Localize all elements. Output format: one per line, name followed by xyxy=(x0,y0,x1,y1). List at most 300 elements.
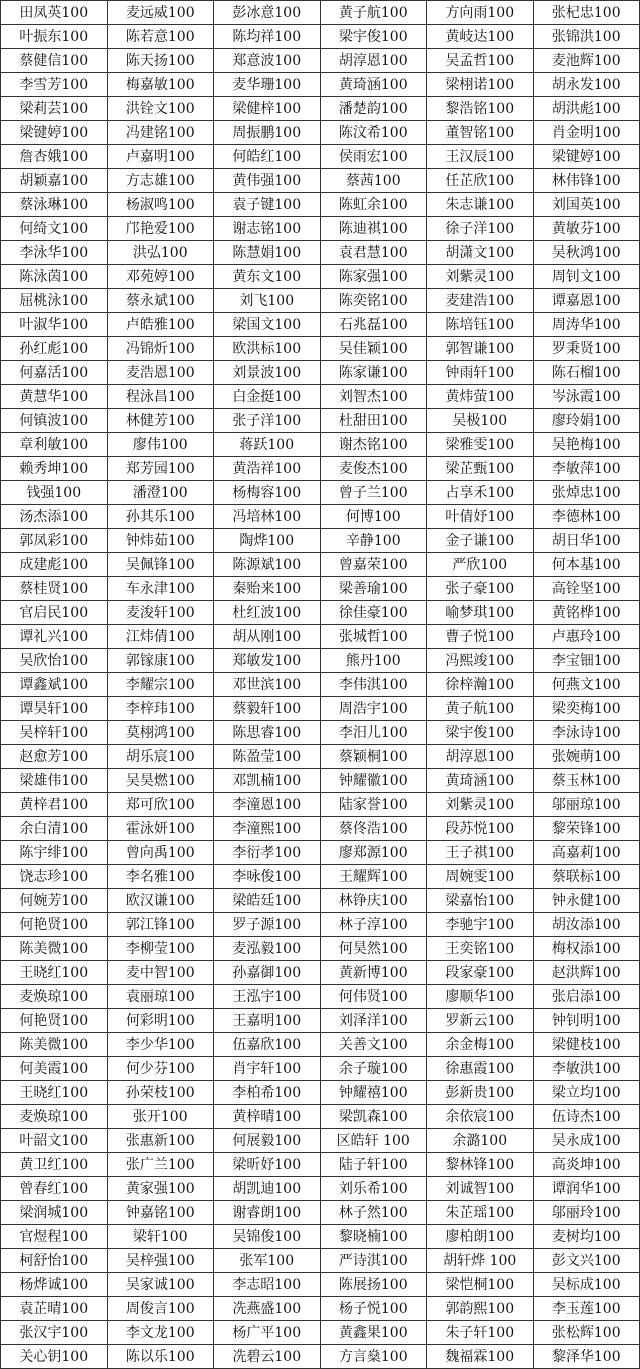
table-cell: 胡永发100 xyxy=(533,73,640,97)
table-cell: 黎林锋100 xyxy=(427,1153,534,1177)
table-cell: 梁莉芸100 xyxy=(1,97,108,121)
table-cell: 徐惠霞100 xyxy=(427,1057,534,1081)
table-row xyxy=(1,505,640,529)
table-cell: 钟钊明100 xyxy=(533,1009,640,1033)
table-cell: 周钊文100 xyxy=(533,265,640,289)
table-cell: 陈均祥100 xyxy=(214,25,321,49)
table-cell: 熊丹100 xyxy=(320,649,427,673)
table-cell: 黄鑫果100 xyxy=(320,1321,427,1345)
table-cell: 王汉辰100 xyxy=(427,145,534,169)
table-row xyxy=(1,361,640,385)
table-cell: 李文龙100 xyxy=(107,1321,214,1345)
table-cell: 冼燕盛100 xyxy=(214,1297,321,1321)
table-cell: 吴标成100 xyxy=(533,1273,640,1297)
table-cell: 陈美微100 xyxy=(1,1033,108,1057)
table-cell: 胡乐宸100 xyxy=(107,745,214,769)
table-cell: 张锦洪100 xyxy=(533,25,640,49)
table-cell: 孙红彪100 xyxy=(1,337,108,361)
table-cell: 钟炜茹100 xyxy=(107,529,214,553)
table-cell: 李雪芳100 xyxy=(1,73,108,97)
table-cell: 黄梓晴100 xyxy=(214,1105,321,1129)
table-cell: 黎泽华100 xyxy=(533,1345,640,1369)
table-cell: 任芷欣100 xyxy=(427,169,534,193)
table-row xyxy=(1,433,640,457)
table-row xyxy=(1,745,640,769)
table-cell: 麦浚轩100 xyxy=(107,601,214,625)
table-cell: 陈展扬100 xyxy=(320,1273,427,1297)
table-cell: 刘飞100 xyxy=(214,289,321,313)
table-cell: 黄卫红100 xyxy=(1,1153,108,1177)
table-cell: 陈石榴100 xyxy=(533,361,640,385)
table-cell: 彭新贵100 xyxy=(427,1081,534,1105)
table-cell: 黄浩祥100 xyxy=(214,457,321,481)
table-row xyxy=(1,97,640,121)
table-cell: 麦焕琼100 xyxy=(1,985,108,1009)
table-cell: 罗新云100 xyxy=(427,1009,534,1033)
table-cell: 林子然100 xyxy=(320,1201,427,1225)
table-row xyxy=(1,601,640,625)
donor-table-body xyxy=(1,1,640,1369)
table-cell: 何伟贤100 xyxy=(320,985,427,1009)
table-cell: 邓凯楠100 xyxy=(214,769,321,793)
table-cell: 钟耀徽100 xyxy=(320,769,427,793)
table-cell: 胡淳恩100 xyxy=(320,49,427,73)
table-cell: 袁芷晴100 xyxy=(1,1297,108,1321)
table-cell: 秦贻来100 xyxy=(214,577,321,601)
table-cell: 严欣100 xyxy=(427,553,534,577)
table-cell: 梁奕梅100 xyxy=(533,697,640,721)
table-row xyxy=(1,313,640,337)
table-cell: 胡日华100 xyxy=(533,529,640,553)
table-cell: 吴家诚100 xyxy=(107,1273,214,1297)
table-cell: 何艳贤100 xyxy=(1,1009,108,1033)
table-row xyxy=(1,1297,640,1321)
table-cell: 肖金明100 xyxy=(533,121,640,145)
table-cell: 梁键婷100 xyxy=(533,145,640,169)
table-row xyxy=(1,1057,640,1081)
table-cell: 林伟锋100 xyxy=(533,169,640,193)
table-row xyxy=(1,1081,640,1105)
table-cell: 冼碧云100 xyxy=(214,1345,321,1369)
table-cell: 饶志珍100 xyxy=(1,865,108,889)
table-cell: 麦远威100 xyxy=(107,1,214,25)
table-row xyxy=(1,457,640,481)
table-cell: 刘紫灵100 xyxy=(427,793,534,817)
table-cell: 陈培钰100 xyxy=(427,313,534,337)
table-cell: 何美霞100 xyxy=(1,1057,108,1081)
table-cell: 潘澄100 xyxy=(107,481,214,505)
table-row xyxy=(1,649,640,673)
table-cell: 谢睿朗100 xyxy=(214,1201,321,1225)
table-cell: 谢志铭100 xyxy=(214,217,321,241)
table-cell: 叶韶文100 xyxy=(1,1129,108,1153)
table-cell: 李敏洪100 xyxy=(533,1057,640,1081)
table-cell: 何绮文100 xyxy=(1,217,108,241)
table-cell: 蔡玉林100 xyxy=(533,769,640,793)
table-cell: 余依宸100 xyxy=(427,1105,534,1129)
table-cell: 柯舒怡100 xyxy=(1,1249,108,1273)
table-cell: 曾向禹100 xyxy=(107,841,214,865)
table-cell: 蔡桂贤100 xyxy=(1,577,108,601)
table-cell: 郭凤彩100 xyxy=(1,529,108,553)
table-cell: 肖宇轩100 xyxy=(214,1057,321,1081)
table-row xyxy=(1,553,640,577)
table-cell: 李驰宇100 xyxy=(427,913,534,937)
table-cell: 黄岐达100 xyxy=(427,25,534,49)
table-cell: 吴佩锋100 xyxy=(107,553,214,577)
table-cell: 梁轩100 xyxy=(107,1225,214,1249)
table-cell: 蔡健信100 xyxy=(1,49,108,73)
table-cell: 罗秉贤100 xyxy=(533,337,640,361)
table-cell: 黄铭桦100 xyxy=(533,601,640,625)
table-cell: 黄子航100 xyxy=(320,1,427,25)
table-cell: 叶倩妤100 xyxy=(427,505,534,529)
table-cell: 关善文100 xyxy=(320,1033,427,1057)
table-cell: 杨淑鸣100 xyxy=(107,193,214,217)
table-cell: 曾春红100 xyxy=(1,1177,108,1201)
table-cell: 王奕铭100 xyxy=(427,937,534,961)
table-cell: 蔡佟浩100 xyxy=(320,817,427,841)
table-cell: 陈奕铭100 xyxy=(320,289,427,313)
table-cell: 袁君慧100 xyxy=(320,241,427,265)
table-cell: 蔡泳琳100 xyxy=(1,193,108,217)
table-cell: 钟耀禧100 xyxy=(320,1081,427,1105)
table-cell: 吴锦俊100 xyxy=(214,1225,321,1249)
table-cell: 王嘉明100 xyxy=(214,1009,321,1033)
table-cell: 麦树均100 xyxy=(533,1225,640,1249)
table-row xyxy=(1,25,640,49)
table-cell: 谭礼兴100 xyxy=(1,625,108,649)
table-cell: 梁健梓100 xyxy=(214,97,321,121)
table-cell: 田凤英100 xyxy=(1,1,108,25)
table-cell: 黄琦涵100 xyxy=(320,73,427,97)
table-cell: 孙嘉御100 xyxy=(214,961,321,985)
table-cell: 李汨儿100 xyxy=(320,721,427,745)
table-cell: 梁雄伟100 xyxy=(1,769,108,793)
table-cell: 李志昭100 xyxy=(214,1273,321,1297)
table-row xyxy=(1,793,640,817)
table-row xyxy=(1,121,640,145)
table-cell: 高炎坤100 xyxy=(533,1153,640,1177)
table-cell: 李玉莲100 xyxy=(533,1297,640,1321)
table-cell: 余白清100 xyxy=(1,817,108,841)
table-cell: 赵愈芳100 xyxy=(1,745,108,769)
table-cell: 何昊然100 xyxy=(320,937,427,961)
table-cell: 郭江锋100 xyxy=(107,913,214,937)
table-cell: 周振鹏100 xyxy=(214,121,321,145)
table-row xyxy=(1,169,640,193)
table-row xyxy=(1,481,640,505)
table-cell: 李泳诗100 xyxy=(533,721,640,745)
table-row xyxy=(1,1201,640,1225)
table-cell: 石兆磊100 xyxy=(320,313,427,337)
table-row xyxy=(1,1033,640,1057)
table-cell: 何博100 xyxy=(320,505,427,529)
table-row xyxy=(1,913,640,937)
table-cell: 徐佳豪100 xyxy=(320,601,427,625)
table-cell: 岑泳霞100 xyxy=(533,385,640,409)
table-cell: 洪铨文100 xyxy=(107,97,214,121)
table-row xyxy=(1,529,640,553)
table-cell: 胡轩烨 100 xyxy=(427,1249,534,1273)
table-cell: 占享禾100 xyxy=(427,481,534,505)
table-row xyxy=(1,337,640,361)
table-cell: 张子洋100 xyxy=(214,409,321,433)
table-cell: 方言燊100 xyxy=(320,1345,427,1369)
table-cell: 冯培林100 xyxy=(214,505,321,529)
table-cell: 钟永健100 xyxy=(533,889,640,913)
table-cell: 欧汉谦100 xyxy=(107,889,214,913)
table-cell: 林子淳100 xyxy=(320,913,427,937)
table-cell: 张汉宇100 xyxy=(1,1321,108,1345)
table-cell: 成建彪100 xyxy=(1,553,108,577)
table-cell: 李潼恩100 xyxy=(214,793,321,817)
table-cell: 陆家誉100 xyxy=(320,793,427,817)
table-cell: 孙其乐100 xyxy=(107,505,214,529)
table-cell: 邝艳爱100 xyxy=(107,217,214,241)
table-cell: 陈家强100 xyxy=(320,265,427,289)
table-cell: 何少芬100 xyxy=(107,1057,214,1081)
table-row xyxy=(1,1225,640,1249)
table-cell: 黄新博100 xyxy=(320,961,427,985)
table-cell: 麦池辉100 xyxy=(533,49,640,73)
table-cell: 董智铭100 xyxy=(427,121,534,145)
table-row xyxy=(1,1129,640,1153)
table-cell: 周婉雯100 xyxy=(427,865,534,889)
table-cell: 梁栩诺100 xyxy=(427,73,534,97)
table-cell: 胡洪彪100 xyxy=(533,97,640,121)
table-cell: 刘景波100 xyxy=(214,361,321,385)
table-cell: 吴昊燃100 xyxy=(107,769,214,793)
table-cell: 廖伟100 xyxy=(107,433,214,457)
table-cell: 梁国文100 xyxy=(214,313,321,337)
table-row xyxy=(1,1009,640,1033)
table-cell: 方志雄100 xyxy=(107,169,214,193)
table-cell: 廖柏朗100 xyxy=(427,1225,534,1249)
table-row xyxy=(1,577,640,601)
table-cell: 刘智杰100 xyxy=(320,385,427,409)
table-cell: 余潞100 xyxy=(427,1129,534,1153)
table-cell: 刘诚智100 xyxy=(427,1177,534,1201)
table-row xyxy=(1,1321,640,1345)
table-cell: 方向雨100 xyxy=(427,1,534,25)
table-cell: 高嘉莉100 xyxy=(533,841,640,865)
table-cell: 叶振东100 xyxy=(1,25,108,49)
table-cell: 汤杰添100 xyxy=(1,505,108,529)
table-row xyxy=(1,217,640,241)
table-cell: 麦焕琼100 xyxy=(1,1105,108,1129)
table-cell: 麦俊杰100 xyxy=(320,457,427,481)
table-cell: 朱志谦100 xyxy=(427,193,534,217)
table-cell: 陈宇绯100 xyxy=(1,841,108,865)
table-cell: 侯雨宏100 xyxy=(320,145,427,169)
table-cell: 袁子键100 xyxy=(214,193,321,217)
table-cell: 黄子航100 xyxy=(427,697,534,721)
table-row xyxy=(1,841,640,865)
table-cell: 李伟淇100 xyxy=(320,673,427,697)
table-cell: 谭昊轩100 xyxy=(1,697,108,721)
table-cell: 谭嘉恩100 xyxy=(533,289,640,313)
table-cell: 詹杏娥100 xyxy=(1,145,108,169)
table-cell: 余金梅100 xyxy=(427,1033,534,1057)
table-cell: 金子谦100 xyxy=(427,529,534,553)
table-cell: 梁恺桐100 xyxy=(427,1273,534,1297)
table-cell: 王耀辉100 xyxy=(320,865,427,889)
table-cell: 陆子轩100 xyxy=(320,1153,427,1177)
table-cell: 洪弘100 xyxy=(107,241,214,265)
table-cell: 刘泽洋100 xyxy=(320,1009,427,1033)
table-cell: 郭智谦100 xyxy=(427,337,534,361)
table-cell: 胡淳恩100 xyxy=(427,745,534,769)
table-cell: 魏福霖100 xyxy=(427,1345,534,1369)
table-cell: 郭韵熙100 xyxy=(427,1297,534,1321)
table-cell: 梁皓廷100 xyxy=(214,889,321,913)
table-cell: 麦建浩100 xyxy=(427,289,534,313)
table-cell: 黎晓楠100 xyxy=(320,1225,427,1249)
table-cell: 曾嘉荣100 xyxy=(320,553,427,577)
table-row xyxy=(1,985,640,1009)
table-cell: 伍诗杰100 xyxy=(533,1105,640,1129)
table-cell: 严诗淇100 xyxy=(320,1249,427,1273)
table-row xyxy=(1,1345,640,1369)
table-cell: 卢惠玲100 xyxy=(533,625,640,649)
table-cell: 梁凯森100 xyxy=(320,1105,427,1129)
table-cell: 胡颖嘉100 xyxy=(1,169,108,193)
table-cell: 伍嘉欣100 xyxy=(214,1033,321,1057)
table-cell: 周涛华100 xyxy=(533,313,640,337)
table-cell: 李衍孝100 xyxy=(214,841,321,865)
table-row xyxy=(1,1249,640,1273)
table-cell: 张婉萌100 xyxy=(533,745,640,769)
table-cell: 陈家谦100 xyxy=(320,361,427,385)
table-cell: 梁雅雯100 xyxy=(427,433,534,457)
table-row xyxy=(1,265,640,289)
table-row xyxy=(1,1177,640,1201)
table-cell: 杨广平100 xyxy=(214,1321,321,1345)
table-cell: 李敏萍100 xyxy=(533,457,640,481)
table-cell: 何燕文100 xyxy=(533,673,640,697)
table-cell: 曹子悦100 xyxy=(427,625,534,649)
table-cell: 谭鑫斌100 xyxy=(1,673,108,697)
table-cell: 陈迪祺100 xyxy=(320,217,427,241)
table-cell: 黄东文100 xyxy=(214,265,321,289)
table-cell: 张焯忠100 xyxy=(533,481,640,505)
table-cell: 孙荣枝100 xyxy=(107,1081,214,1105)
table-row xyxy=(1,1153,640,1177)
table-cell: 谢杰铭100 xyxy=(320,433,427,457)
table-cell: 何嘉活100 xyxy=(1,361,108,385)
table-cell: 李潼熙100 xyxy=(214,817,321,841)
table-row xyxy=(1,673,640,697)
table-cell: 邓世滨100 xyxy=(214,673,321,697)
table-cell: 朱子轩100 xyxy=(427,1321,534,1345)
table-cell: 何婉芳100 xyxy=(1,889,108,913)
table-cell: 麦泓毅100 xyxy=(214,937,321,961)
table-cell: 廖郑源100 xyxy=(320,841,427,865)
table-cell: 官启民100 xyxy=(1,601,108,625)
table-cell: 吴艳梅100 xyxy=(533,433,640,457)
table-cell: 梁立均100 xyxy=(533,1081,640,1105)
table-cell: 谭润华100 xyxy=(533,1177,640,1201)
table-cell: 黄敏芬100 xyxy=(533,217,640,241)
table-cell: 辛静100 xyxy=(320,529,427,553)
table-cell: 蒋跃100 xyxy=(214,433,321,457)
table-cell: 张松辉100 xyxy=(533,1321,640,1345)
table-cell: 罗子源100 xyxy=(214,913,321,937)
table-cell: 梁键婷100 xyxy=(1,121,108,145)
table-cell: 李名雅100 xyxy=(107,865,214,889)
table-cell: 廖顺华100 xyxy=(427,985,534,1009)
table-cell: 杜甜田100 xyxy=(320,409,427,433)
table-cell: 白金挺100 xyxy=(214,385,321,409)
table-cell: 陈汶希100 xyxy=(320,121,427,145)
table-cell: 张开100 xyxy=(107,1105,214,1129)
table-cell: 吴梓强100 xyxy=(107,1249,214,1273)
table-cell: 李泳华100 xyxy=(1,241,108,265)
table-cell: 梁宇俊100 xyxy=(427,721,534,745)
table-cell: 梁润城100 xyxy=(1,1201,108,1225)
table-row xyxy=(1,241,640,265)
table-cell: 段苏悦100 xyxy=(427,817,534,841)
table-cell: 郑意波100 xyxy=(214,49,321,73)
table-cell: 黎荣锋100 xyxy=(533,817,640,841)
table-cell: 杨烨诚100 xyxy=(1,1273,108,1297)
table-cell: 王晓红100 xyxy=(1,1081,108,1105)
table-cell: 吴孟哲100 xyxy=(427,49,534,73)
table-cell: 屈桃泳100 xyxy=(1,289,108,313)
table-cell: 何艳贤100 xyxy=(1,913,108,937)
table-cell: 黄家强100 xyxy=(107,1177,214,1201)
table-cell: 陈盈莹100 xyxy=(214,745,321,769)
table-cell: 邬丽琼100 xyxy=(533,793,640,817)
table-row xyxy=(1,73,640,97)
table-cell: 赖秀坤100 xyxy=(1,457,108,481)
table-cell: 黎浩铭100 xyxy=(427,97,534,121)
table-cell: 欧洪标100 xyxy=(214,337,321,361)
table-row xyxy=(1,1105,640,1129)
table-cell: 胡潇文100 xyxy=(427,241,534,265)
table-cell: 关心钥100 xyxy=(1,1345,108,1369)
table-cell: 陈若意100 xyxy=(107,25,214,49)
table-cell: 李梓玮100 xyxy=(107,697,214,721)
table-cell: 蔡联标100 xyxy=(533,865,640,889)
table-cell: 麦浩恩100 xyxy=(107,361,214,385)
table-cell: 陈虹余100 xyxy=(320,193,427,217)
table-cell: 何展毅100 xyxy=(214,1129,321,1153)
table-cell: 段家豪100 xyxy=(427,961,534,985)
table-cell: 莫栩鸿100 xyxy=(107,721,214,745)
table-cell: 张广兰100 xyxy=(107,1153,214,1177)
table-cell: 高铨坚100 xyxy=(533,577,640,601)
table-cell: 郑敏发100 xyxy=(214,649,321,673)
table-cell: 朱芷瑶100 xyxy=(427,1201,534,1225)
table-cell: 邬丽玲100 xyxy=(533,1201,640,1225)
table-cell: 李德林100 xyxy=(533,505,640,529)
table-cell: 梁芷甄100 xyxy=(427,457,534,481)
table-cell: 麦中智100 xyxy=(107,961,214,985)
table-cell: 钟嘉铭100 xyxy=(107,1201,214,1225)
table-cell: 王晓红100 xyxy=(1,961,108,985)
table-cell: 李咏俊100 xyxy=(214,865,321,889)
table-cell: 李少华100 xyxy=(107,1033,214,1057)
table-cell: 喻梦琪100 xyxy=(427,601,534,625)
table-cell: 吴极100 xyxy=(427,409,534,433)
table-cell: 徐梓瀚100 xyxy=(427,673,534,697)
table-cell: 胡凯迪100 xyxy=(214,1177,321,1201)
table-cell: 杜红波100 xyxy=(214,601,321,625)
table-cell: 陈思睿100 xyxy=(214,721,321,745)
table-cell: 梁昕妤100 xyxy=(214,1153,321,1177)
